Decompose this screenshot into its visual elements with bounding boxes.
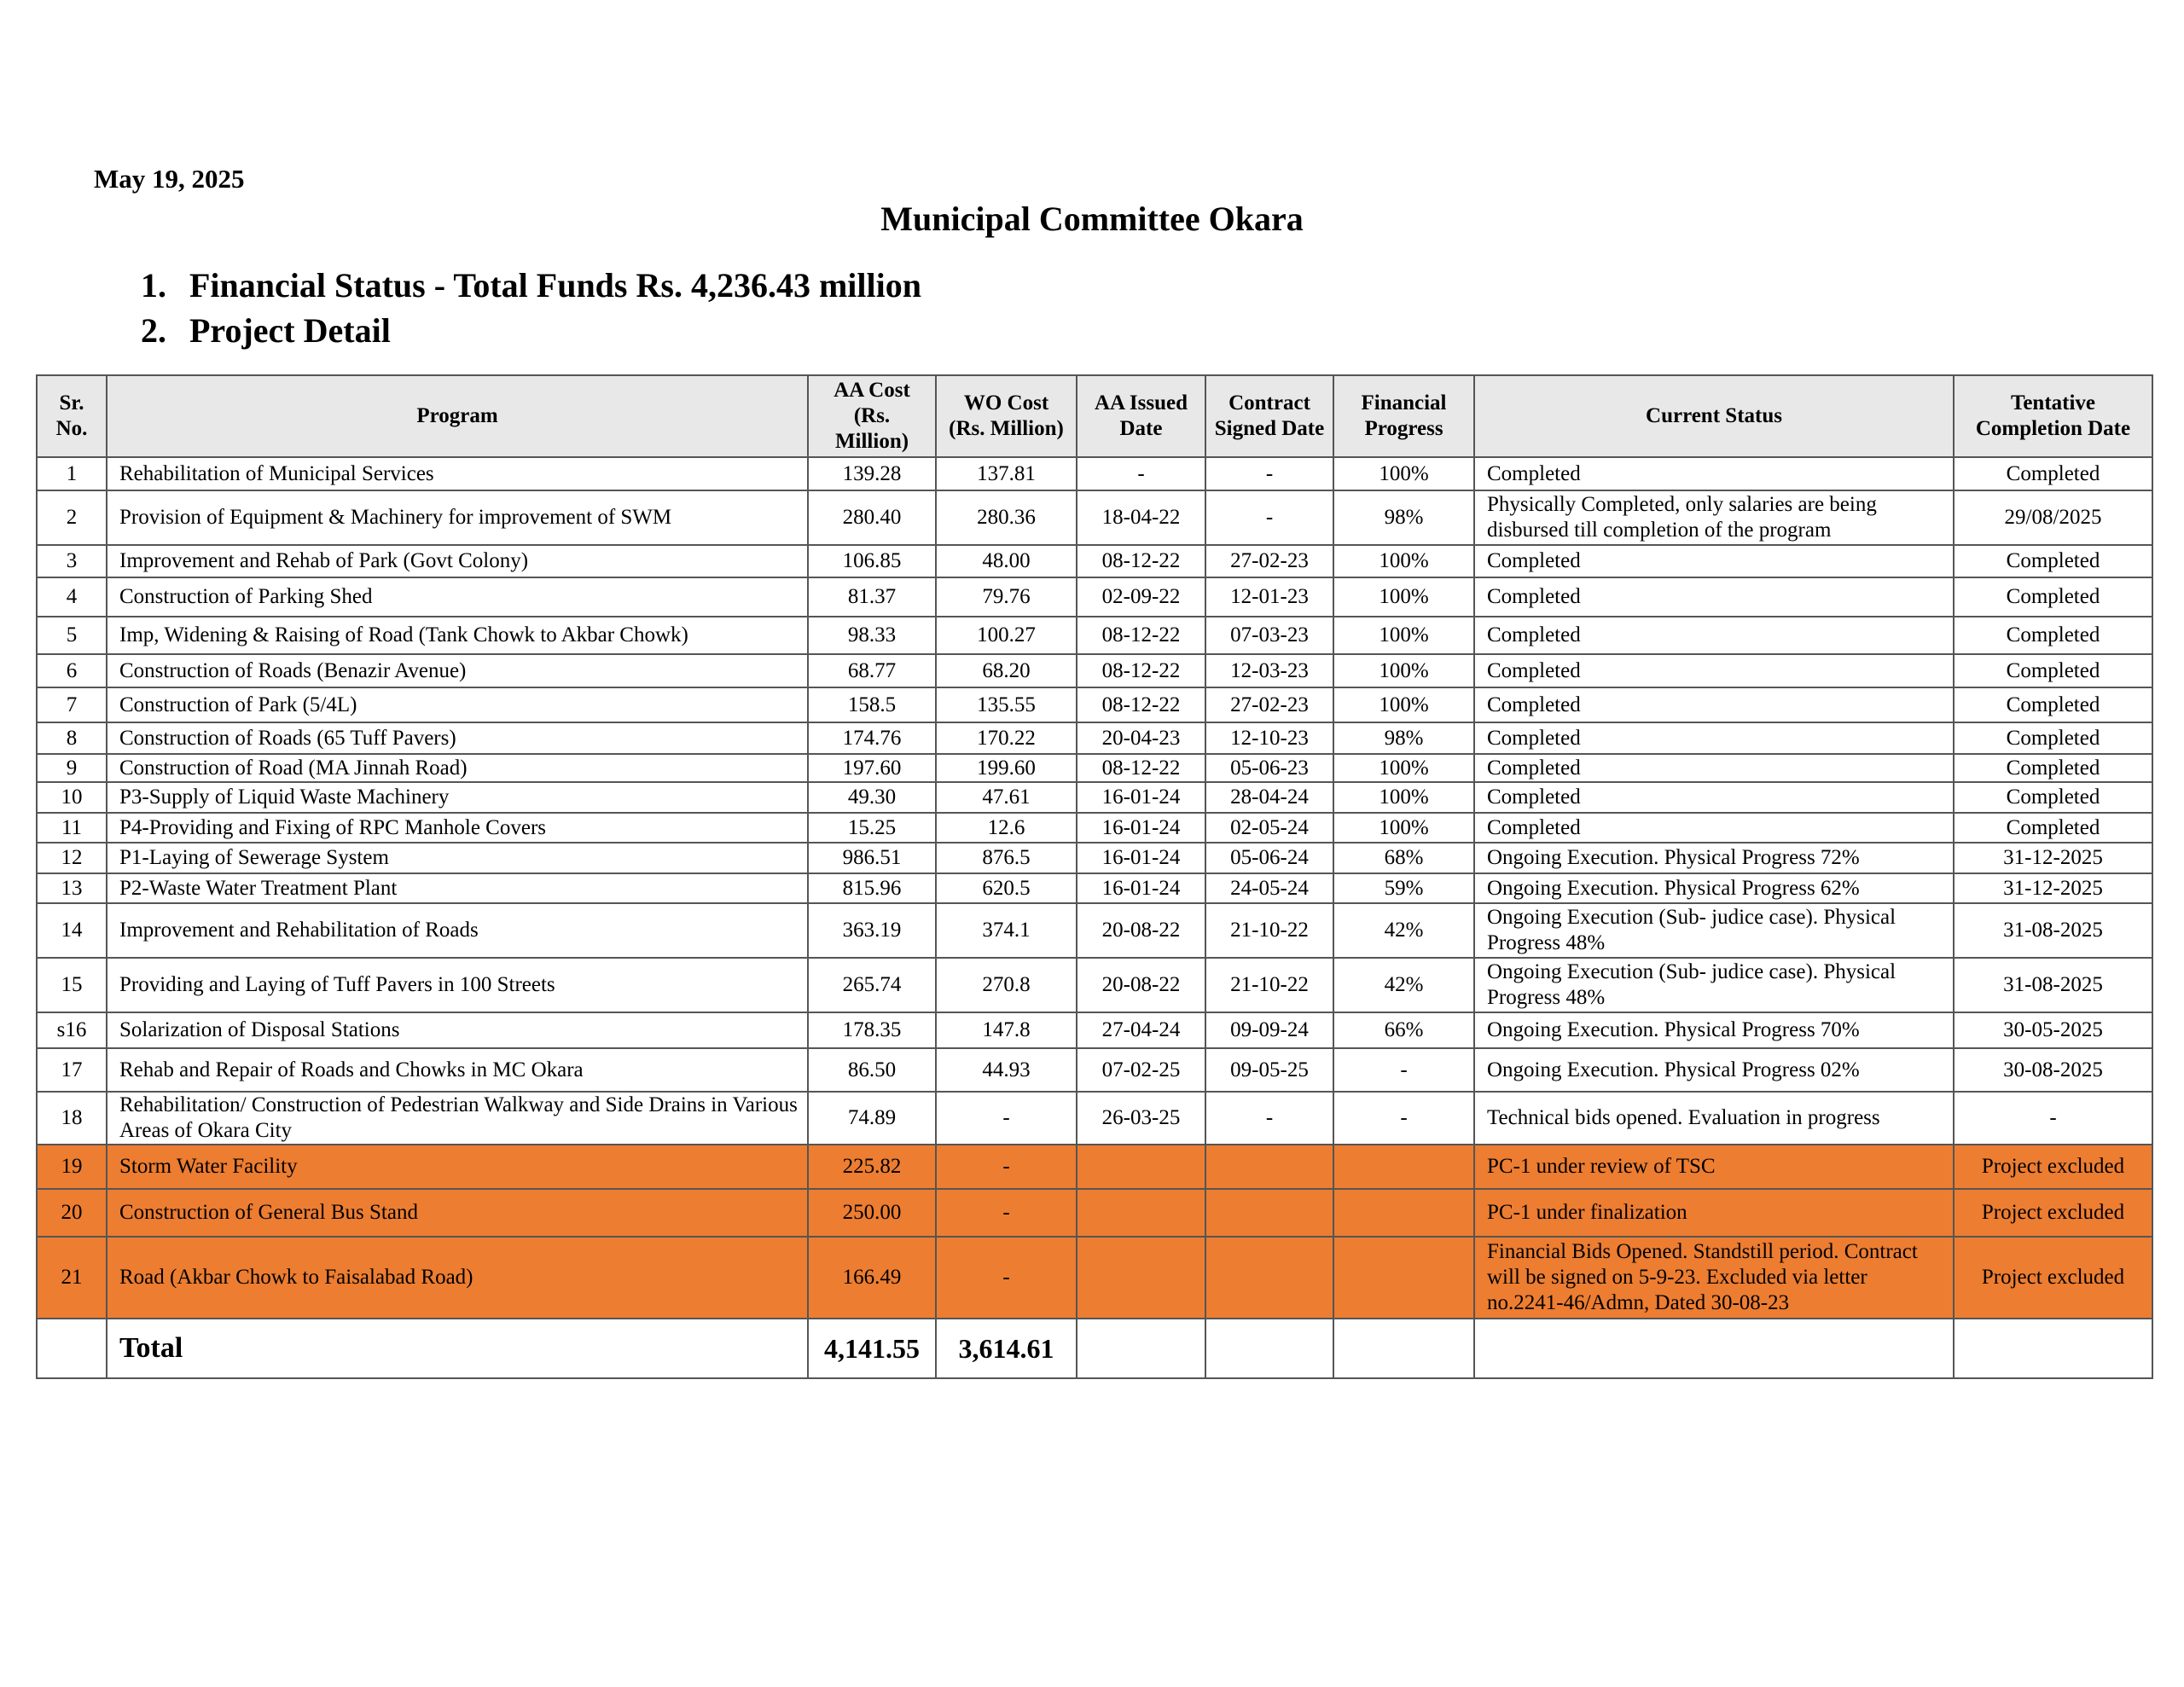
- cell-contract-signed-date: [1205, 1237, 1333, 1319]
- cell-completion-date: Completed: [1954, 722, 2152, 754]
- cell-financial-progress: 66%: [1333, 1012, 1474, 1048]
- cell-aa-issued-date: 20-08-22: [1077, 903, 1205, 958]
- total-wo-cost: 3,614.61: [936, 1319, 1077, 1378]
- col-header-completion-date: Tentative Completion Date: [1954, 375, 2152, 457]
- cell-current-status: Completed: [1474, 457, 1954, 490]
- cell-wo-cost: 135.55: [936, 687, 1077, 722]
- cell-wo-cost: 48.00: [936, 545, 1077, 577]
- col-header-financial-progress: Financial Progress: [1333, 375, 1474, 457]
- cell-program: Construction of Roads (65 Tuff Pavers): [107, 722, 808, 754]
- cell-program: Construction of Park (5/4L): [107, 687, 808, 722]
- cell-program: Construction of Roads (Benazir Avenue): [107, 654, 808, 687]
- cell-aa-issued-date: -: [1077, 457, 1205, 490]
- cell-sr-no: 7: [37, 687, 107, 722]
- cell-program: Imp, Widening & Raising of Road (Tank Chowk to Akbar Chowk): [107, 617, 808, 654]
- cell-financial-progress: 100%: [1333, 545, 1474, 577]
- cell-aa-cost: 15.25: [808, 813, 936, 843]
- cell-financial-progress: 98%: [1333, 722, 1474, 754]
- cell-aa-issued-date: 08-12-22: [1077, 545, 1205, 577]
- cell-aa-issued-date: 16-01-24: [1077, 843, 1205, 873]
- cell-financial-progress: -: [1333, 1092, 1474, 1145]
- cell-completion-date: 30-05-2025: [1954, 1012, 2152, 1048]
- cell-wo-cost: 137.81: [936, 457, 1077, 490]
- cell-sr-no: 14: [37, 903, 107, 958]
- cell-sr-no: 17: [37, 1048, 107, 1092]
- heading-project-detail: 2. Project Detail: [141, 311, 391, 350]
- table-row: [37, 545, 2152, 577]
- cell-financial-progress: 100%: [1333, 457, 1474, 490]
- cell-completion-date: 31-12-2025: [1954, 843, 2152, 873]
- project-table: [36, 374, 2153, 1379]
- cell-contract-signed-date: 24-05-24: [1205, 873, 1333, 903]
- cell-sr-no: 1: [37, 457, 107, 490]
- cell-contract-signed-date: 27-02-23: [1205, 687, 1333, 722]
- col-header-program: Program: [107, 375, 808, 457]
- cell-completion-date: Project excluded: [1954, 1189, 2152, 1237]
- cell-wo-cost: 620.5: [936, 873, 1077, 903]
- cell-current-status: Completed: [1474, 577, 1954, 617]
- total-empty-cell: [1333, 1319, 1474, 1378]
- cell-contract-signed-date: -: [1205, 457, 1333, 490]
- col-header-sr-no: Sr. No.: [37, 375, 107, 457]
- cell-current-status: Technical bids opened. Evaluation in progress: [1474, 1092, 1954, 1145]
- cell-financial-progress: 100%: [1333, 754, 1474, 782]
- cell-financial-progress: 100%: [1333, 782, 1474, 813]
- cell-contract-signed-date: 05-06-24: [1205, 843, 1333, 873]
- cell-current-status: PC-1 under finalization: [1474, 1189, 1954, 1237]
- table-row: [37, 873, 2152, 903]
- cell-contract-signed-date: 12-10-23: [1205, 722, 1333, 754]
- cell-wo-cost: 147.8: [936, 1012, 1077, 1048]
- cell-current-status: Ongoing Execution (Sub- judice case). Physical Progress 48%: [1474, 903, 1954, 958]
- cell-wo-cost: 876.5: [936, 843, 1077, 873]
- cell-aa-issued-date: [1077, 1145, 1205, 1189]
- cell-completion-date: Completed: [1954, 813, 2152, 843]
- cell-aa-issued-date: 20-08-22: [1077, 958, 1205, 1012]
- cell-aa-cost: 139.28: [808, 457, 936, 490]
- table-row: [37, 490, 2152, 545]
- cell-aa-cost: 174.76: [808, 722, 936, 754]
- cell-financial-progress: 100%: [1333, 813, 1474, 843]
- table-row: [37, 654, 2152, 687]
- cell-completion-date: 31-08-2025: [1954, 958, 2152, 1012]
- cell-contract-signed-date: [1205, 1189, 1333, 1237]
- cell-completion-date: Project excluded: [1954, 1145, 2152, 1189]
- cell-contract-signed-date: 28-04-24: [1205, 782, 1333, 813]
- table-row: [37, 722, 2152, 754]
- col-header-aa-issued-date: AA Issued Date: [1077, 375, 1205, 457]
- cell-financial-progress: 100%: [1333, 577, 1474, 617]
- cell-program: Rehabilitation of Municipal Services: [107, 457, 808, 490]
- cell-contract-signed-date: 09-09-24: [1205, 1012, 1333, 1048]
- cell-financial-progress: 59%: [1333, 873, 1474, 903]
- cell-sr-no: 9: [37, 754, 107, 782]
- heading-financial-status: 1. Financial Status - Total Funds Rs. 4,236.43 million: [141, 266, 921, 304]
- cell-wo-cost: -: [936, 1145, 1077, 1189]
- cell-financial-progress: [1333, 1189, 1474, 1237]
- cell-wo-cost: 12.6: [936, 813, 1077, 843]
- cell-program: Rehab and Repair of Roads and Chowks in MC Okara: [107, 1048, 808, 1092]
- cell-program: Improvement and Rehab of Park (Govt Colony): [107, 545, 808, 577]
- cell-financial-progress: 68%: [1333, 843, 1474, 873]
- cell-program: Construction of Parking Shed: [107, 577, 808, 617]
- cell-sr-no: 21: [37, 1237, 107, 1319]
- table-row: [37, 1092, 2152, 1145]
- cell-completion-date: Completed: [1954, 577, 2152, 617]
- cell-program: Road (Akbar Chowk to Faisalabad Road): [107, 1237, 808, 1319]
- cell-aa-cost: 106.85: [808, 545, 936, 577]
- cell-completion-date: Completed: [1954, 782, 2152, 813]
- cell-completion-date: -: [1954, 1092, 2152, 1145]
- col-header-current-status: Current Status: [1474, 375, 1954, 457]
- total-empty-cell: [1954, 1319, 2152, 1378]
- cell-current-status: Completed: [1474, 782, 1954, 813]
- total-aa-cost: 4,141.55: [808, 1319, 936, 1378]
- table-row: [37, 1048, 2152, 1092]
- cell-aa-cost: 98.33: [808, 617, 936, 654]
- table-row: [37, 577, 2152, 617]
- cell-program: P3-Supply of Liquid Waste Machinery: [107, 782, 808, 813]
- cell-financial-progress: 42%: [1333, 958, 1474, 1012]
- cell-sr-no: 13: [37, 873, 107, 903]
- cell-current-status: Completed: [1474, 754, 1954, 782]
- cell-current-status: Ongoing Execution. Physical Progress 72%: [1474, 843, 1954, 873]
- cell-aa-cost: 49.30: [808, 782, 936, 813]
- cell-program: Improvement and Rehabilitation of Roads: [107, 903, 808, 958]
- section-headings: [141, 263, 921, 353]
- cell-current-status: Ongoing Execution (Sub- judice case). Physical Progress 48%: [1474, 958, 1954, 1012]
- total-label: Total: [107, 1319, 808, 1378]
- cell-program: P1-Laying of Sewerage System: [107, 843, 808, 873]
- cell-financial-progress: [1333, 1145, 1474, 1189]
- cell-completion-date: 29/08/2025: [1954, 490, 2152, 545]
- cell-wo-cost: 79.76: [936, 577, 1077, 617]
- cell-wo-cost: -: [936, 1189, 1077, 1237]
- cell-contract-signed-date: 12-03-23: [1205, 654, 1333, 687]
- cell-sr-no: 20: [37, 1189, 107, 1237]
- cell-contract-signed-date: [1205, 1145, 1333, 1189]
- cell-aa-issued-date: 08-12-22: [1077, 754, 1205, 782]
- col-header-contract-signed-date: Contract Signed Date: [1205, 375, 1333, 457]
- cell-wo-cost: -: [936, 1092, 1077, 1145]
- cell-contract-signed-date: -: [1205, 490, 1333, 545]
- cell-aa-issued-date: 16-01-24: [1077, 873, 1205, 903]
- document-title: Municipal Committee Okara: [880, 200, 1304, 238]
- total-row: [37, 1319, 2152, 1378]
- cell-aa-issued-date: 08-12-22: [1077, 687, 1205, 722]
- cell-sr-no: 15: [37, 958, 107, 1012]
- cell-aa-cost: 265.74: [808, 958, 936, 1012]
- table-row: [37, 1237, 2152, 1319]
- total-empty-cell: [1205, 1319, 1333, 1378]
- cell-financial-progress: 100%: [1333, 687, 1474, 722]
- cell-sr-no: 5: [37, 617, 107, 654]
- table-row: [37, 903, 2152, 958]
- table-row: [37, 1012, 2152, 1048]
- cell-financial-progress: 98%: [1333, 490, 1474, 545]
- cell-aa-issued-date: 08-12-22: [1077, 654, 1205, 687]
- cell-wo-cost: 170.22: [936, 722, 1077, 754]
- cell-sr-no: 4: [37, 577, 107, 617]
- cell-aa-cost: 68.77: [808, 654, 936, 687]
- table-row: [37, 1145, 2152, 1189]
- cell-current-status: PC-1 under review of TSC: [1474, 1145, 1954, 1189]
- cell-completion-date: Project excluded: [1954, 1237, 2152, 1319]
- cell-wo-cost: 68.20: [936, 654, 1077, 687]
- cell-aa-cost: 986.51: [808, 843, 936, 873]
- cell-completion-date: 30-08-2025: [1954, 1048, 2152, 1092]
- cell-completion-date: Completed: [1954, 545, 2152, 577]
- cell-wo-cost: 270.8: [936, 958, 1077, 1012]
- table-row: [37, 813, 2152, 843]
- cell-financial-progress: -: [1333, 1048, 1474, 1092]
- total-sr-cell: [37, 1319, 107, 1378]
- cell-aa-cost: 197.60: [808, 754, 936, 782]
- table-row: [37, 617, 2152, 654]
- cell-wo-cost: 374.1: [936, 903, 1077, 958]
- cell-completion-date: Completed: [1954, 687, 2152, 722]
- cell-program: P2-Waste Water Treatment Plant: [107, 873, 808, 903]
- cell-financial-progress: 100%: [1333, 654, 1474, 687]
- cell-wo-cost: 199.60: [936, 754, 1077, 782]
- table-header-row: [37, 375, 2152, 457]
- cell-sr-no: s16: [37, 1012, 107, 1048]
- cell-aa-cost: 86.50: [808, 1048, 936, 1092]
- cell-contract-signed-date: 09-05-25: [1205, 1048, 1333, 1092]
- cell-sr-no: 18: [37, 1092, 107, 1145]
- cell-current-status: Financial Bids Opened. Standstill period. Contract will be signed on 5-9-23. Excluded via letter no.2241-46/Admn, Dated 30-08-23: [1474, 1237, 1954, 1319]
- cell-financial-progress: [1333, 1237, 1474, 1319]
- cell-aa-cost: 178.35: [808, 1012, 936, 1048]
- cell-program: Providing and Laying of Tuff Pavers in 100 Streets: [107, 958, 808, 1012]
- cell-program: Rehabilitation/ Construction of Pedestrian Walkway and Side Drains in Various Areas of Okara City: [107, 1092, 808, 1145]
- cell-contract-signed-date: 05-06-23: [1205, 754, 1333, 782]
- cell-sr-no: 6: [37, 654, 107, 687]
- document-date: May 19, 2025: [94, 164, 245, 194]
- cell-aa-issued-date: 18-04-22: [1077, 490, 1205, 545]
- col-header-wo-cost: WO Cost (Rs. Million): [936, 375, 1077, 457]
- cell-aa-issued-date: 16-01-24: [1077, 782, 1205, 813]
- cell-contract-signed-date: 21-10-22: [1205, 903, 1333, 958]
- cell-current-status: Completed: [1474, 654, 1954, 687]
- cell-aa-cost: 81.37: [808, 577, 936, 617]
- cell-aa-cost: 74.89: [808, 1092, 936, 1145]
- cell-program: Solarization of Disposal Stations: [107, 1012, 808, 1048]
- total-empty-cell: [1474, 1319, 1954, 1378]
- cell-current-status: Ongoing Execution. Physical Progress 70%: [1474, 1012, 1954, 1048]
- cell-current-status: Completed: [1474, 545, 1954, 577]
- cell-wo-cost: 47.61: [936, 782, 1077, 813]
- table-row: [37, 754, 2152, 782]
- cell-wo-cost: 44.93: [936, 1048, 1077, 1092]
- cell-sr-no: 8: [37, 722, 107, 754]
- cell-sr-no: 3: [37, 545, 107, 577]
- table-row: [37, 1189, 2152, 1237]
- cell-financial-progress: 100%: [1333, 617, 1474, 654]
- cell-current-status: Ongoing Execution. Physical Progress 62%: [1474, 873, 1954, 903]
- cell-wo-cost: -: [936, 1237, 1077, 1319]
- cell-contract-signed-date: -: [1205, 1092, 1333, 1145]
- cell-program: Construction of General Bus Stand: [107, 1189, 808, 1237]
- cell-current-status: Completed: [1474, 722, 1954, 754]
- cell-completion-date: Completed: [1954, 654, 2152, 687]
- cell-current-status: Completed: [1474, 687, 1954, 722]
- cell-contract-signed-date: 12-01-23: [1205, 577, 1333, 617]
- cell-sr-no: 19: [37, 1145, 107, 1189]
- cell-program: Storm Water Facility: [107, 1145, 808, 1189]
- cell-aa-cost: 158.5: [808, 687, 936, 722]
- cell-completion-date: 31-08-2025: [1954, 903, 2152, 958]
- cell-completion-date: 31-12-2025: [1954, 873, 2152, 903]
- cell-aa-issued-date: [1077, 1189, 1205, 1237]
- cell-program: Provision of Equipment & Machinery for improvement of SWM: [107, 490, 808, 545]
- cell-sr-no: 11: [37, 813, 107, 843]
- cell-aa-cost: 815.96: [808, 873, 936, 903]
- cell-aa-cost: 280.40: [808, 490, 936, 545]
- cell-aa-cost: 166.49: [808, 1237, 936, 1319]
- table-row: [37, 843, 2152, 873]
- cell-aa-issued-date: 16-01-24: [1077, 813, 1205, 843]
- cell-contract-signed-date: 21-10-22: [1205, 958, 1333, 1012]
- cell-aa-issued-date: [1077, 1237, 1205, 1319]
- cell-wo-cost: 280.36: [936, 490, 1077, 545]
- cell-wo-cost: 100.27: [936, 617, 1077, 654]
- cell-financial-progress: 42%: [1333, 903, 1474, 958]
- cell-completion-date: Completed: [1954, 754, 2152, 782]
- cell-contract-signed-date: 02-05-24: [1205, 813, 1333, 843]
- table-row: [37, 958, 2152, 1012]
- cell-aa-issued-date: 26-03-25: [1077, 1092, 1205, 1145]
- cell-aa-cost: 250.00: [808, 1189, 936, 1237]
- table-row: [37, 782, 2152, 813]
- cell-sr-no: 12: [37, 843, 107, 873]
- cell-aa-issued-date: 07-02-25: [1077, 1048, 1205, 1092]
- cell-program: Construction of Road (MA Jinnah Road): [107, 754, 808, 782]
- cell-current-status: Completed: [1474, 813, 1954, 843]
- cell-aa-issued-date: 27-04-24: [1077, 1012, 1205, 1048]
- cell-aa-issued-date: 08-12-22: [1077, 617, 1205, 654]
- col-header-aa-cost: AA Cost (Rs. Million): [808, 375, 936, 457]
- cell-sr-no: 10: [37, 782, 107, 813]
- cell-current-status: Ongoing Execution. Physical Progress 02%: [1474, 1048, 1954, 1092]
- cell-contract-signed-date: 07-03-23: [1205, 617, 1333, 654]
- cell-aa-issued-date: 20-04-23: [1077, 722, 1205, 754]
- cell-contract-signed-date: 27-02-23: [1205, 545, 1333, 577]
- cell-current-status: Completed: [1474, 617, 1954, 654]
- cell-current-status: Physically Completed, only salaries are being disbursed till completion of the program: [1474, 490, 1954, 545]
- cell-aa-issued-date: 02-09-22: [1077, 577, 1205, 617]
- cell-aa-cost: 363.19: [808, 903, 936, 958]
- cell-sr-no: 2: [37, 490, 107, 545]
- cell-completion-date: Completed: [1954, 457, 2152, 490]
- table-row: [37, 687, 2152, 722]
- table-row: [37, 457, 2152, 490]
- total-empty-cell: [1077, 1319, 1205, 1378]
- cell-program: P4-Providing and Fixing of RPC Manhole Covers: [107, 813, 808, 843]
- cell-aa-cost: 225.82: [808, 1145, 936, 1189]
- cell-completion-date: Completed: [1954, 617, 2152, 654]
